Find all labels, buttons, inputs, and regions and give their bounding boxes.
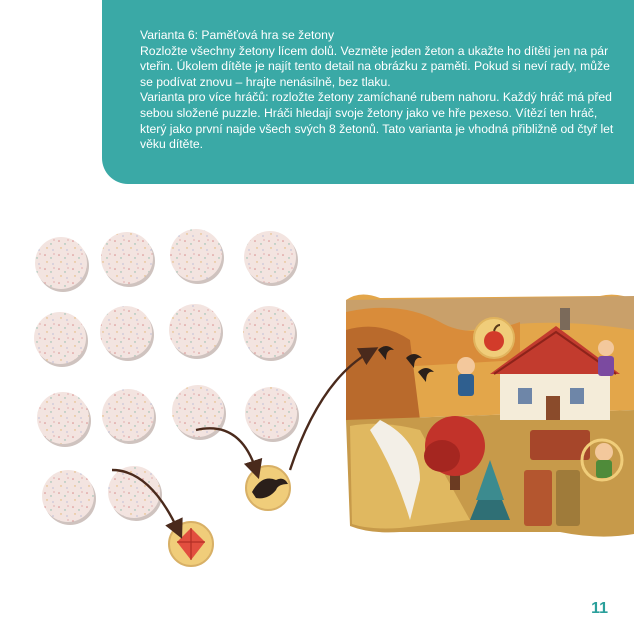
token-back[interactable]: [102, 389, 156, 444]
token-back[interactable]: [170, 229, 224, 284]
token-back[interactable]: [100, 306, 154, 361]
token-back[interactable]: [172, 385, 226, 440]
apple-icon: [484, 331, 504, 351]
token-back[interactable]: [101, 232, 155, 287]
autumn-puzzle: [346, 294, 634, 536]
kite-token[interactable]: [169, 522, 213, 566]
token-back[interactable]: [42, 470, 96, 525]
token-back[interactable]: [37, 392, 91, 447]
token-back[interactable]: [245, 387, 299, 442]
crow-token[interactable]: [246, 466, 290, 510]
token-back[interactable]: [34, 312, 88, 367]
page-number: 11: [591, 600, 608, 617]
variant-heading: Varianta 6: Paměťová hra se žetony: [140, 28, 335, 42]
token-back[interactable]: [35, 237, 89, 292]
multiplayer-instructions: Varianta pro více hráčů: rozložte žetony zamíchané rubem nahoru. Každý hráč má před sebou složené puzzle. Hráči hledají svoje žetony jako ve hře pexeso. Vítězí ten hráč, který jako první najde všech svých 8 žetonů. Tato varianta je vhodná přibližně od čtyř let věku dítěte.: [140, 90, 614, 152]
token-back[interactable]: [243, 306, 297, 361]
token-back[interactable]: [244, 231, 298, 286]
variant-instructions: Rozložte všechny žetony lícem dolů. Vezměte jeden žeton a ukažte ho dítěti jen na pár vteřin. Úkolem dítěte je najít tento detail na obrázku z paměti. Pokud si neví rady, může se podívat znovu – hrajte nenásilně, bez tlaku.: [140, 43, 610, 89]
token-back[interactable]: [169, 304, 223, 359]
apple-token-on-puzzle: [474, 318, 514, 358]
token-back[interactable]: [108, 466, 162, 521]
